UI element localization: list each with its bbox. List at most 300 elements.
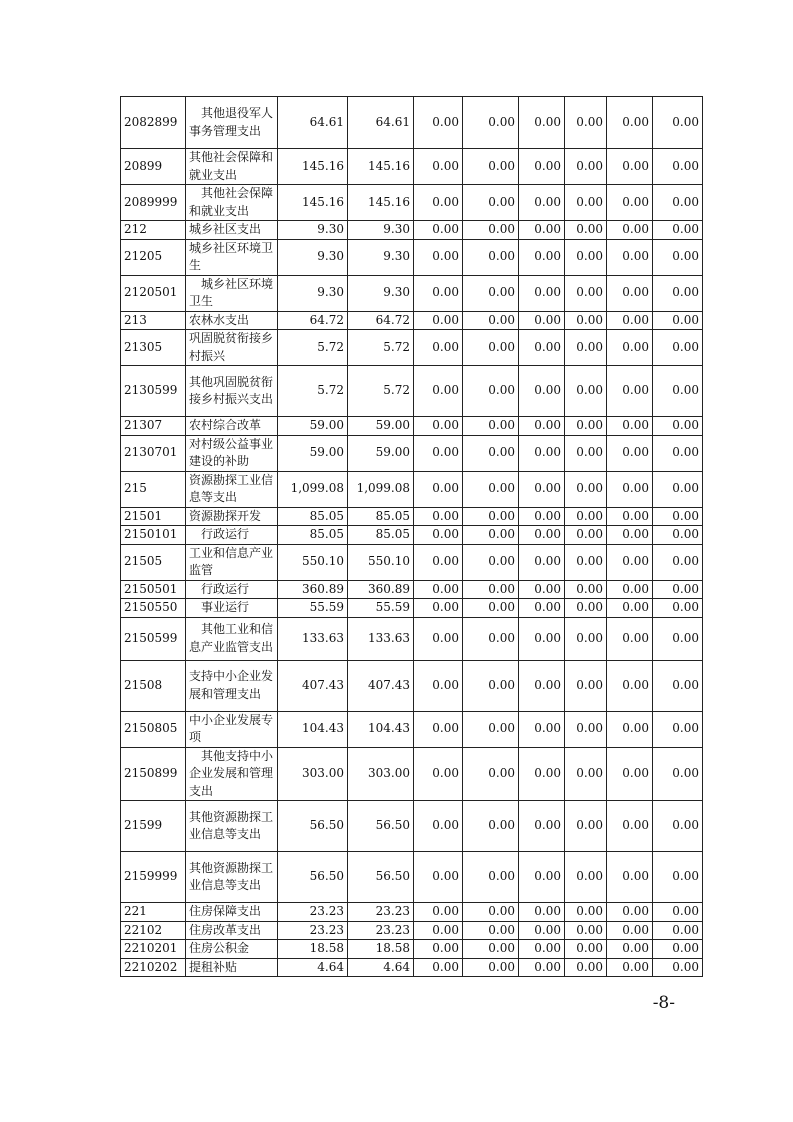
amount-cell: 0.00 <box>519 417 565 436</box>
amount-cell: 0.00 <box>565 330 607 366</box>
function-name-cell: 农林水支出 <box>186 311 278 330</box>
amount-cell: 0.00 <box>414 239 463 275</box>
function-code-cell: 2150805 <box>121 711 186 747</box>
table-row <box>121 330 703 366</box>
amount-cell: 5.72 <box>348 366 414 417</box>
function-name-cell: 农村综合改革 <box>186 417 278 436</box>
function-name-cell: 其他退役军人事务管理支出 <box>186 97 278 149</box>
table-row <box>121 747 703 801</box>
amount-cell: 0.00 <box>463 940 519 959</box>
amount-cell: 0.00 <box>653 852 703 903</box>
amount-cell: 0.00 <box>607 471 653 507</box>
amount-cell: 0.00 <box>463 544 519 580</box>
amount-cell: 104.43 <box>348 711 414 747</box>
amount-cell: 0.00 <box>519 852 565 903</box>
amount-cell: 0.00 <box>607 526 653 545</box>
amount-cell: 0.00 <box>519 149 565 185</box>
amount-cell: 0.00 <box>463 580 519 599</box>
amount-cell: 0.00 <box>414 417 463 436</box>
amount-cell: 550.10 <box>348 544 414 580</box>
amount-cell: 0.00 <box>565 417 607 436</box>
amount-cell: 0.00 <box>414 330 463 366</box>
table-row <box>121 660 703 711</box>
table-row <box>121 801 703 852</box>
amount-cell: 407.43 <box>348 660 414 711</box>
function-code-cell: 2150599 <box>121 617 186 660</box>
amount-cell: 9.30 <box>348 239 414 275</box>
amount-cell: 0.00 <box>607 239 653 275</box>
amount-cell: 0.00 <box>565 544 607 580</box>
amount-cell: 0.00 <box>653 507 703 526</box>
amount-cell: 0.00 <box>414 580 463 599</box>
amount-cell: 0.00 <box>607 544 653 580</box>
amount-cell: 407.43 <box>278 660 348 711</box>
table-row <box>121 958 703 977</box>
amount-cell: 85.05 <box>278 507 348 526</box>
amount-cell: 0.00 <box>519 275 565 311</box>
amount-cell: 145.16 <box>348 149 414 185</box>
page-number: -8- <box>652 993 675 1013</box>
amount-cell: 0.00 <box>463 660 519 711</box>
table-row <box>121 239 703 275</box>
amount-cell: 0.00 <box>607 580 653 599</box>
amount-cell: 0.00 <box>519 239 565 275</box>
table-row <box>121 275 703 311</box>
table-row <box>121 903 703 922</box>
amount-cell: 0.00 <box>519 747 565 801</box>
function-code-cell: 22102 <box>121 921 186 940</box>
function-code-cell: 21505 <box>121 544 186 580</box>
amount-cell: 0.00 <box>414 940 463 959</box>
amount-cell: 0.00 <box>607 185 653 221</box>
amount-cell: 1,099.08 <box>348 471 414 507</box>
function-code-cell: 2150899 <box>121 747 186 801</box>
amount-cell: 0.00 <box>653 903 703 922</box>
amount-cell: 0.00 <box>463 97 519 149</box>
function-code-cell: 212 <box>121 221 186 240</box>
function-name-cell: 其他社会保障和就业支出 <box>186 149 278 185</box>
amount-cell: 0.00 <box>565 599 607 618</box>
function-code-cell: 2089999 <box>121 185 186 221</box>
amount-cell: 0.00 <box>519 507 565 526</box>
amount-cell: 0.00 <box>607 801 653 852</box>
amount-cell: 0.00 <box>519 311 565 330</box>
function-name-cell: 对村级公益事业建设的补助 <box>186 435 278 471</box>
amount-cell: 550.10 <box>278 544 348 580</box>
amount-cell: 0.00 <box>653 185 703 221</box>
amount-cell: 0.00 <box>463 852 519 903</box>
amount-cell: 85.05 <box>348 526 414 545</box>
amount-cell: 0.00 <box>519 660 565 711</box>
amount-cell: 0.00 <box>463 221 519 240</box>
amount-cell: 0.00 <box>463 149 519 185</box>
amount-cell: 5.72 <box>278 330 348 366</box>
amount-cell: 0.00 <box>463 958 519 977</box>
amount-cell: 0.00 <box>653 149 703 185</box>
amount-cell: 0.00 <box>565 507 607 526</box>
table-row <box>121 149 703 185</box>
amount-cell: 0.00 <box>463 617 519 660</box>
function-name-cell: 资源勘探开发 <box>186 507 278 526</box>
table-body <box>121 97 703 977</box>
function-code-cell: 21508 <box>121 660 186 711</box>
amount-cell: 0.00 <box>414 275 463 311</box>
amount-cell: 0.00 <box>565 149 607 185</box>
amount-cell: 4.64 <box>278 958 348 977</box>
amount-cell: 0.00 <box>519 801 565 852</box>
amount-cell: 0.00 <box>607 940 653 959</box>
amount-cell: 0.00 <box>607 417 653 436</box>
amount-cell: 0.00 <box>463 239 519 275</box>
function-name-cell: 城乡社区环境卫生 <box>186 239 278 275</box>
amount-cell: 0.00 <box>565 903 607 922</box>
amount-cell: 23.23 <box>278 921 348 940</box>
amount-cell: 0.00 <box>565 221 607 240</box>
function-name-cell: 其他社会保障和就业支出 <box>186 185 278 221</box>
function-code-cell: 2120501 <box>121 275 186 311</box>
amount-cell: 0.00 <box>463 801 519 852</box>
amount-cell: 0.00 <box>607 149 653 185</box>
function-code-cell: 2150501 <box>121 580 186 599</box>
function-name-cell: 住房保障支出 <box>186 903 278 922</box>
function-code-cell: 2210201 <box>121 940 186 959</box>
amount-cell: 0.00 <box>653 660 703 711</box>
amount-cell: 9.30 <box>278 239 348 275</box>
amount-cell: 0.00 <box>414 311 463 330</box>
amount-cell: 0.00 <box>414 526 463 545</box>
amount-cell: 360.89 <box>278 580 348 599</box>
amount-cell: 0.00 <box>414 221 463 240</box>
amount-cell: 0.00 <box>607 903 653 922</box>
table-row <box>121 580 703 599</box>
amount-cell: 56.50 <box>278 801 348 852</box>
amount-cell: 0.00 <box>565 958 607 977</box>
function-code-cell: 215 <box>121 471 186 507</box>
amount-cell: 59.00 <box>348 435 414 471</box>
amount-cell: 0.00 <box>519 526 565 545</box>
function-name-cell: 支持中小企业发展和管理支出 <box>186 660 278 711</box>
function-code-cell: 20899 <box>121 149 186 185</box>
amount-cell: 0.00 <box>653 617 703 660</box>
amount-cell: 0.00 <box>519 471 565 507</box>
amount-cell: 0.00 <box>519 185 565 221</box>
amount-cell: 9.30 <box>278 275 348 311</box>
amount-cell: 0.00 <box>519 921 565 940</box>
amount-cell: 0.00 <box>463 435 519 471</box>
amount-cell: 0.00 <box>414 852 463 903</box>
amount-cell: 360.89 <box>348 580 414 599</box>
table-row <box>121 617 703 660</box>
amount-cell: 0.00 <box>463 903 519 922</box>
amount-cell: 0.00 <box>565 471 607 507</box>
amount-cell: 0.00 <box>519 903 565 922</box>
amount-cell: 85.05 <box>348 507 414 526</box>
amount-cell: 0.00 <box>463 711 519 747</box>
amount-cell: 18.58 <box>348 940 414 959</box>
table-row <box>121 921 703 940</box>
amount-cell: 0.00 <box>653 330 703 366</box>
amount-cell: 0.00 <box>607 660 653 711</box>
amount-cell: 0.00 <box>565 801 607 852</box>
amount-cell: 0.00 <box>653 366 703 417</box>
function-code-cell: 2210202 <box>121 958 186 977</box>
table-row <box>121 471 703 507</box>
amount-cell: 55.59 <box>348 599 414 618</box>
amount-cell: 0.00 <box>414 801 463 852</box>
function-code-cell: 21599 <box>121 801 186 852</box>
amount-cell: 0.00 <box>519 221 565 240</box>
function-name-cell: 巩固脱贫衔接乡村振兴 <box>186 330 278 366</box>
function-name-cell: 提租补贴 <box>186 958 278 977</box>
amount-cell: 0.00 <box>414 747 463 801</box>
amount-cell: 59.00 <box>278 417 348 436</box>
amount-cell: 59.00 <box>278 435 348 471</box>
function-code-cell: 21305 <box>121 330 186 366</box>
amount-cell: 0.00 <box>607 311 653 330</box>
table-row <box>121 417 703 436</box>
amount-cell: 0.00 <box>463 366 519 417</box>
function-code-cell: 2130701 <box>121 435 186 471</box>
amount-cell: 0.00 <box>519 97 565 149</box>
amount-cell: 5.72 <box>278 366 348 417</box>
function-name-cell: 住房公积金 <box>186 940 278 959</box>
table-row <box>121 185 703 221</box>
function-code-cell: 2150101 <box>121 526 186 545</box>
function-name-cell: 住房改革支出 <box>186 921 278 940</box>
amount-cell: 0.00 <box>653 599 703 618</box>
amount-cell: 0.00 <box>565 940 607 959</box>
amount-cell: 104.43 <box>278 711 348 747</box>
amount-cell: 55.59 <box>278 599 348 618</box>
amount-cell: 0.00 <box>653 801 703 852</box>
amount-cell: 145.16 <box>278 149 348 185</box>
amount-cell: 0.00 <box>607 221 653 240</box>
table-row <box>121 544 703 580</box>
amount-cell: 0.00 <box>565 617 607 660</box>
amount-cell: 145.16 <box>348 185 414 221</box>
amount-cell: 0.00 <box>607 507 653 526</box>
amount-cell: 18.58 <box>278 940 348 959</box>
amount-cell: 0.00 <box>414 617 463 660</box>
amount-cell: 0.00 <box>414 471 463 507</box>
amount-cell: 0.00 <box>607 97 653 149</box>
amount-cell: 0.00 <box>653 921 703 940</box>
amount-cell: 0.00 <box>653 940 703 959</box>
amount-cell: 0.00 <box>414 958 463 977</box>
amount-cell: 0.00 <box>565 852 607 903</box>
amount-cell: 0.00 <box>565 275 607 311</box>
function-name-cell: 事业运行 <box>186 599 278 618</box>
amount-cell: 0.00 <box>519 580 565 599</box>
table-row <box>121 526 703 545</box>
amount-cell: 0.00 <box>519 940 565 959</box>
function-code-cell: 21307 <box>121 417 186 436</box>
function-code-cell: 2150550 <box>121 599 186 618</box>
amount-cell: 0.00 <box>653 97 703 149</box>
amount-cell: 0.00 <box>653 580 703 599</box>
function-code-cell: 221 <box>121 903 186 922</box>
amount-cell: 0.00 <box>414 903 463 922</box>
amount-cell: 56.50 <box>348 801 414 852</box>
amount-cell: 9.30 <box>348 275 414 311</box>
amount-cell: 0.00 <box>414 435 463 471</box>
amount-cell: 0.00 <box>414 711 463 747</box>
amount-cell: 0.00 <box>463 330 519 366</box>
function-code-cell: 2159999 <box>121 852 186 903</box>
amount-cell: 0.00 <box>463 275 519 311</box>
amount-cell: 0.00 <box>414 507 463 526</box>
amount-cell: 9.30 <box>348 221 414 240</box>
amount-cell: 23.23 <box>348 921 414 940</box>
amount-cell: 64.72 <box>348 311 414 330</box>
amount-cell: 5.72 <box>348 330 414 366</box>
amount-cell: 133.63 <box>278 617 348 660</box>
function-name-cell: 行政运行 <box>186 580 278 599</box>
function-name-cell: 城乡社区环境卫生 <box>186 275 278 311</box>
amount-cell: 0.00 <box>607 275 653 311</box>
amount-cell: 23.23 <box>278 903 348 922</box>
amount-cell: 0.00 <box>414 660 463 711</box>
table-row <box>121 435 703 471</box>
amount-cell: 0.00 <box>653 221 703 240</box>
function-code-cell: 2130599 <box>121 366 186 417</box>
amount-cell: 0.00 <box>463 471 519 507</box>
amount-cell: 0.00 <box>607 330 653 366</box>
amount-cell: 0.00 <box>519 617 565 660</box>
amount-cell: 145.16 <box>278 185 348 221</box>
amount-cell: 0.00 <box>519 544 565 580</box>
amount-cell: 64.72 <box>278 311 348 330</box>
function-name-cell: 其他工业和信息产业监管支出 <box>186 617 278 660</box>
function-name-cell: 工业和信息产业监管 <box>186 544 278 580</box>
table-row <box>121 311 703 330</box>
amount-cell: 0.00 <box>519 366 565 417</box>
amount-cell: 133.63 <box>348 617 414 660</box>
amount-cell: 0.00 <box>653 311 703 330</box>
amount-cell: 0.00 <box>607 435 653 471</box>
amount-cell: 0.00 <box>607 852 653 903</box>
amount-cell: 0.00 <box>463 185 519 221</box>
amount-cell: 0.00 <box>519 435 565 471</box>
amount-cell: 0.00 <box>653 711 703 747</box>
amount-cell: 0.00 <box>653 747 703 801</box>
amount-cell: 64.61 <box>278 97 348 149</box>
function-name-cell: 其他支持中小企业发展和管理支出 <box>186 747 278 801</box>
amount-cell: 0.00 <box>463 526 519 545</box>
amount-cell: 0.00 <box>565 580 607 599</box>
amount-cell: 4.64 <box>348 958 414 977</box>
amount-cell: 0.00 <box>519 330 565 366</box>
amount-cell: 0.00 <box>565 97 607 149</box>
function-name-cell: 资源勘探工业信息等支出 <box>186 471 278 507</box>
amount-cell: 0.00 <box>414 366 463 417</box>
table-row <box>121 97 703 149</box>
amount-cell: 0.00 <box>565 435 607 471</box>
function-name-cell: 其他资源勘探工业信息等支出 <box>186 801 278 852</box>
amount-cell: 0.00 <box>565 526 607 545</box>
amount-cell: 0.00 <box>607 747 653 801</box>
amount-cell: 56.50 <box>278 852 348 903</box>
amount-cell: 0.00 <box>463 507 519 526</box>
table-row <box>121 940 703 959</box>
amount-cell: 0.00 <box>607 617 653 660</box>
amount-cell: 0.00 <box>565 660 607 711</box>
amount-cell: 56.50 <box>348 852 414 903</box>
amount-cell: 23.23 <box>348 903 414 922</box>
function-name-cell: 其他巩固脱贫衔接乡村振兴支出 <box>186 366 278 417</box>
amount-cell: 0.00 <box>607 921 653 940</box>
table-row <box>121 711 703 747</box>
amount-cell: 0.00 <box>565 185 607 221</box>
amount-cell: 1,099.08 <box>278 471 348 507</box>
amount-cell: 0.00 <box>463 747 519 801</box>
amount-cell: 0.00 <box>414 185 463 221</box>
amount-cell: 0.00 <box>414 921 463 940</box>
function-code-cell: 213 <box>121 311 186 330</box>
amount-cell: 0.00 <box>653 471 703 507</box>
table-row <box>121 507 703 526</box>
amount-cell: 0.00 <box>565 747 607 801</box>
amount-cell: 0.00 <box>653 544 703 580</box>
function-code-cell: 21205 <box>121 239 186 275</box>
amount-cell: 85.05 <box>278 526 348 545</box>
amount-cell: 0.00 <box>653 526 703 545</box>
function-name-cell: 中小企业发展专项 <box>186 711 278 747</box>
amount-cell: 0.00 <box>463 417 519 436</box>
function-name-cell: 行政运行 <box>186 526 278 545</box>
amount-cell: 0.00 <box>565 311 607 330</box>
amount-cell: 0.00 <box>463 599 519 618</box>
amount-cell: 303.00 <box>348 747 414 801</box>
amount-cell: 0.00 <box>565 239 607 275</box>
expenditure-table <box>120 96 703 977</box>
table-row <box>121 221 703 240</box>
amount-cell: 0.00 <box>414 544 463 580</box>
amount-cell: 0.00 <box>463 311 519 330</box>
amount-cell: 0.00 <box>607 599 653 618</box>
amount-cell: 0.00 <box>653 958 703 977</box>
function-name-cell: 其他资源勘探工业信息等支出 <box>186 852 278 903</box>
amount-cell: 0.00 <box>565 366 607 417</box>
amount-cell: 0.00 <box>463 921 519 940</box>
amount-cell: 303.00 <box>278 747 348 801</box>
amount-cell: 64.61 <box>348 97 414 149</box>
amount-cell: 0.00 <box>653 435 703 471</box>
amount-cell: 0.00 <box>565 711 607 747</box>
table-row <box>121 599 703 618</box>
function-code-cell: 2082899 <box>121 97 186 149</box>
amount-cell: 0.00 <box>607 711 653 747</box>
function-name-cell: 城乡社区支出 <box>186 221 278 240</box>
amount-cell: 0.00 <box>414 97 463 149</box>
amount-cell: 0.00 <box>414 149 463 185</box>
amount-cell: 0.00 <box>565 921 607 940</box>
amount-cell: 0.00 <box>519 711 565 747</box>
amount-cell: 0.00 <box>607 366 653 417</box>
amount-cell: 0.00 <box>653 239 703 275</box>
amount-cell: 0.00 <box>653 417 703 436</box>
amount-cell: 0.00 <box>607 958 653 977</box>
function-code-cell: 21501 <box>121 507 186 526</box>
amount-cell: 0.00 <box>653 275 703 311</box>
table-row <box>121 852 703 903</box>
amount-cell: 0.00 <box>414 599 463 618</box>
amount-cell: 9.30 <box>278 221 348 240</box>
amount-cell: 0.00 <box>519 599 565 618</box>
table-row <box>121 366 703 417</box>
amount-cell: 0.00 <box>519 958 565 977</box>
amount-cell: 59.00 <box>348 417 414 436</box>
